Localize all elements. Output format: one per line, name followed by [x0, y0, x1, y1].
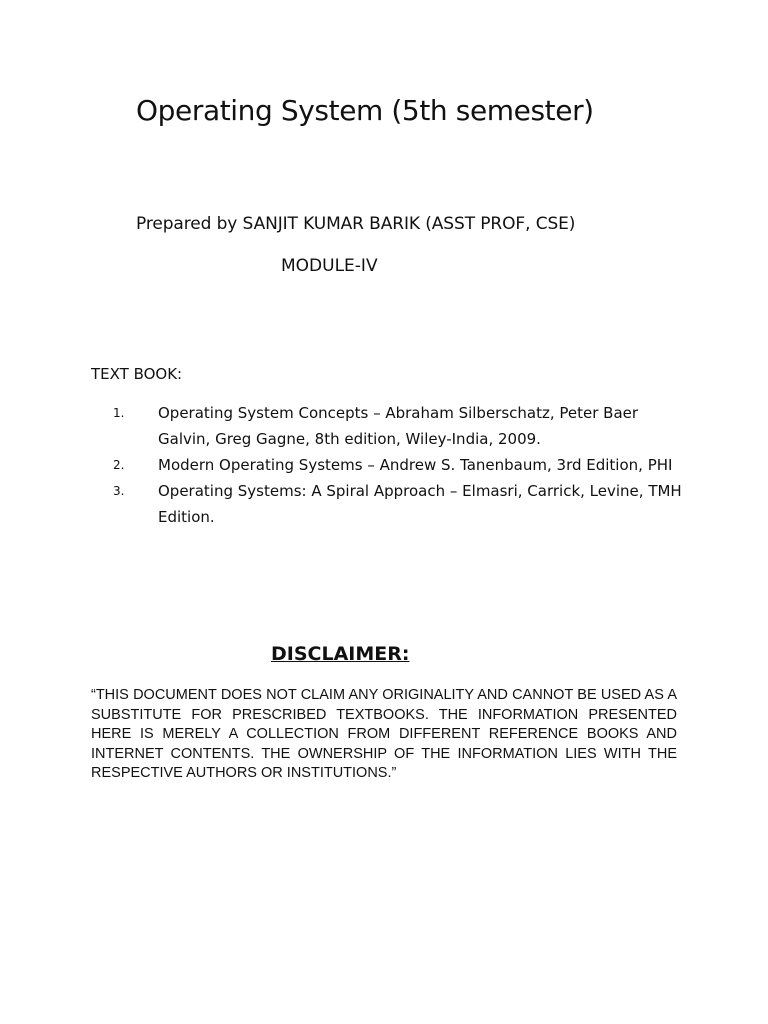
list-item-number: 2. [113, 458, 125, 472]
textbook-list [91, 400, 691, 530]
author-line: Prepared by SANJIT KUMAR BARIK (ASST PROF, CSE) [136, 214, 576, 234]
disclaimer-heading: DISCLAIMER: [271, 643, 410, 665]
list-item [91, 478, 691, 530]
document-title: Operating System (5th semester) [136, 94, 594, 127]
list-item-number: 3. [113, 484, 125, 498]
list-item-text: Operating Systems: A Spiral Approach – Elmasri, Carrick, Levine, TMH Edition. [158, 482, 682, 526]
list-item [91, 452, 691, 478]
list-item [91, 400, 691, 452]
list-item-text: Operating System Concepts – Abraham Silberschatz, Peter Baer Galvin, Greg Gagne, 8th edition, Wiley-India, 2009. [158, 404, 639, 448]
textbook-heading: TEXT BOOK: [91, 365, 183, 383]
module-label: MODULE-IV [281, 256, 378, 276]
disclaimer-text: “THIS DOCUMENT DOES NOT CLAIM ANY ORIGINALITY AND CANNOT BE USED AS A SUBSTITUTE FOR PRESCRIBED TEXTBOOKS. THE INFORMATION PRESENTED HERE IS MERELY A COLLECTION FROM DIFFERENT REFERENCE BOOKS AND INTERNET CONTENTS. THE OWNERSHIP OF THE INFORMATION LIES WITH THE RESPECTIVE AUTHORS OR INSTITUTIONS.” [91, 687, 677, 781]
list-item-number: 1. [113, 406, 125, 420]
list-item-text: Modern Operating Systems – Andrew S. Tanenbaum, 3rd Edition, PHI [158, 456, 673, 474]
